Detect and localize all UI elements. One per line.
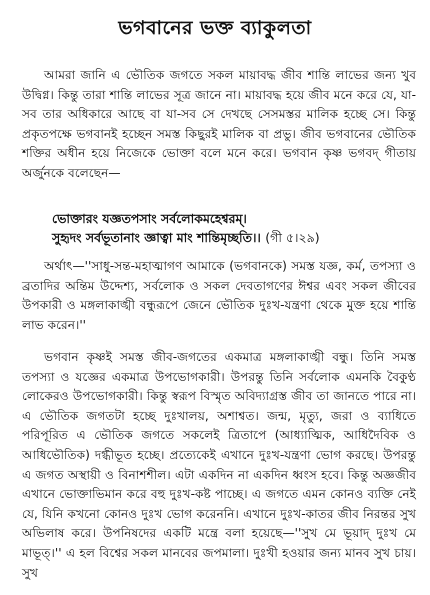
paragraph-main-block — [22, 348, 416, 583]
verse-block — [22, 209, 416, 247]
paragraph-translation: অর্থাৎ—''সাধু-সন্ত-মহাত্মাগণ আমাকে (ভগবানকে) সমস্ত যজ্ঞ, কর্ম, তপস্যা ও ব্রতাদির অন্তিম উদ্দেশ্য, সর্বলোক ও সকল দেবতাগণের ঈশ্বর এবং সকল জীবের উপকারী ও মঙ্গলাকাঙ্খী বন্ধুরূপে জেনে ভৌতিক দুঃখ-যন্ত্রণা থেকে মুক্ত হয়ে শান্তি লাভ করেন।'' — [22, 259, 416, 332]
verse-reference: (গী ৫।২৯) — [265, 230, 320, 245]
paragraph-translation-block — [22, 257, 416, 335]
verse-line-2 — [22, 228, 416, 247]
page-title: ভগবানের ভক্ত ব্যাকুলতা — [118, 17, 312, 39]
verse-line-2-text: সুহৃদং সর্বভূতানাং জ্ঞাত্বা মাং শান্তিমৃচ্ছতি।। — [52, 230, 261, 245]
paragraph-intro: আমরা জানি এ ভৌতিক জগতে সকল মায়াবদ্ধ জীব শান্তি লাভের জন্য খুব উদ্বিগ্ন। কিন্তু তারা শান্তি লাভের সূত্র জানে না। মায়াবদ্ধ হয়ে জীব মনে করে যে, যা-সব তার অধিকারে আছে বা যা-সব সে দেখছে সেসমস্তর মালিক হচ্ছে সে। কিন্তু প্রকৃতপক্ষে ভগবানই হচ্ছেন সমস্ত কিছুরই মালিক বা প্রভু। জীব ভগবানের ভৌতিক শক্তির অধীন হয়ে নিজেকে ভোক্তা বলে মনে করে। ভগবান কৃষ্ণ ভগবদ্ গীতায় অর্জুনকে বলেছেন— — [22, 68, 416, 180]
paragraph-intro-block — [22, 66, 416, 184]
paragraph-main: ভগবান কৃষ্ণই সমস্ত জীব-জগতের একমাত্র মঙ্গলাকাঙ্খী বন্ধু। তিনি সমস্ত তপস্যা ও যজ্ঞের একমাত্র উপভোগকারী। উপরন্তু তিনি সর্বলোক এমনকি বৈকুণ্ঠ লোকেরও উপভোগকারী। কিন্তু স্বরূপ বিস্মৃত অবিদ্যাগ্রস্ত জীব তা জানতে পারে না। এ ভৌতিক জগতটা হচ্ছে দুঃখালয়, অশাশ্বত। জন্ম, মৃত্যু, জরা ও ব্যাধিতে পরিপূরিত এ ভৌতিক জগতে সকলেই ত্রিতাপে (আধ্যাত্মিক, আধিদৈবিক ও আধিভৌতিক) দগ্ধীভূত হচ্ছে। প্রত্যেকেই এখানে দুঃখ-যন্ত্রণা ভোগ করছে। উপরন্তু এ জগত অস্থায়ী ও বিনাশশীল। এটা একদিন না একদিন ধ্বংস হবে। কিন্তু অজ্ঞজীব এখানে ভোক্তাভিমান করে বহু দুঃখ-কষ্ট পাচ্ছে। এ জগতে এমন কোনও ব্যক্তি নেই যে, যিনি কখনো কোনও দুঃখ ভোগ করেননি। এখানে দুঃখ-কাতর জীব নিরন্তর সুখ অভিলাষ করে। উপনিষদের একটি মন্ত্রে বলা হয়েছে—''সুখ মে ভূয়াদ্ দুঃখ মে মাভূত্।'' এ হল বিশ্বের সকল মানবের জপমালা। দুঃখী হওয়ার জন্য মানব সুখ চায়। সুখ — [22, 350, 416, 580]
verse-line-1: ভোক্তারং যজ্ঞতপসাং সর্বলোকমহেশ্বরম্। — [52, 211, 247, 226]
